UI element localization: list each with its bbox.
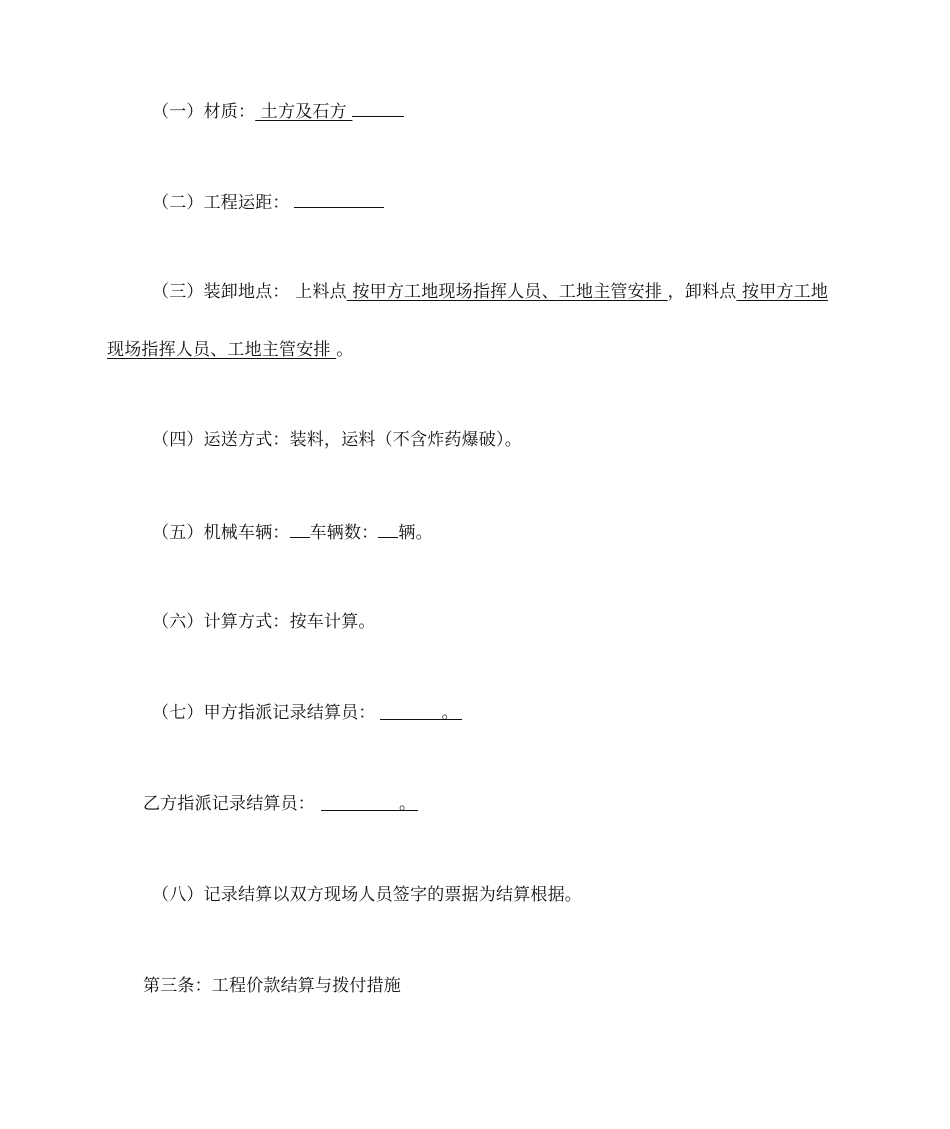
item-location-load-label: 上料点 (289, 282, 347, 302)
item-material-blank (352, 99, 404, 117)
item-vehicles-blank (290, 520, 310, 538)
item-material-value: 土方及石方 (255, 102, 353, 122)
item-party-b-label: 乙方指派记录结算员： (143, 794, 315, 814)
item-party-b-blank (321, 793, 418, 814)
item-transport: （四）运送方式：装料，运料（不含炸药爆破）。 (152, 430, 522, 450)
item-distance (152, 190, 384, 214)
item-vehicles-mid: 车辆数： (309, 523, 379, 543)
item-calculation: （六）计算方式：按车计算。 (152, 612, 376, 632)
item-location-load-value: 按甲方工地现场指挥人员、工地主管安排 (346, 282, 668, 302)
item-material-label: （一）材质： (152, 102, 256, 122)
item-party-a-blank (380, 702, 462, 723)
item-material (152, 99, 404, 123)
item-location-cont (107, 339, 353, 361)
item-location-sep: ，卸料点 (667, 282, 737, 302)
item-distance-blank (294, 190, 384, 208)
item-party-a-recorder (152, 702, 462, 724)
item-location-label: （三）装卸地点： (152, 282, 290, 302)
item-location-end: 。 (336, 340, 354, 360)
item-vehicles-end: 辆。 (398, 523, 433, 543)
item-vehicles-label: （五）机械车辆： (152, 523, 290, 543)
item-party-b-end: 。 (399, 794, 417, 814)
item-location-unload-value-b: 现场指挥人员、工地主管安排 (107, 340, 337, 360)
article-3-heading: 第三条：工程价款结算与拨付措施 (143, 976, 401, 996)
item-settlement-basis: （八）记录结算以双方现场人员签字的票据为结算根据。 (152, 885, 582, 905)
item-location (152, 281, 828, 303)
item-party-a-label: （七）甲方指派记录结算员： (152, 703, 376, 723)
item-distance-label: （二）工程运距： (152, 193, 290, 213)
item-location-unload-value-a: 按甲方工地 (736, 282, 829, 302)
item-party-a-end: 。 (441, 703, 459, 723)
item-vehicles (152, 520, 433, 544)
item-vehicles-count-blank (378, 520, 398, 538)
item-party-b-recorder (143, 793, 418, 815)
